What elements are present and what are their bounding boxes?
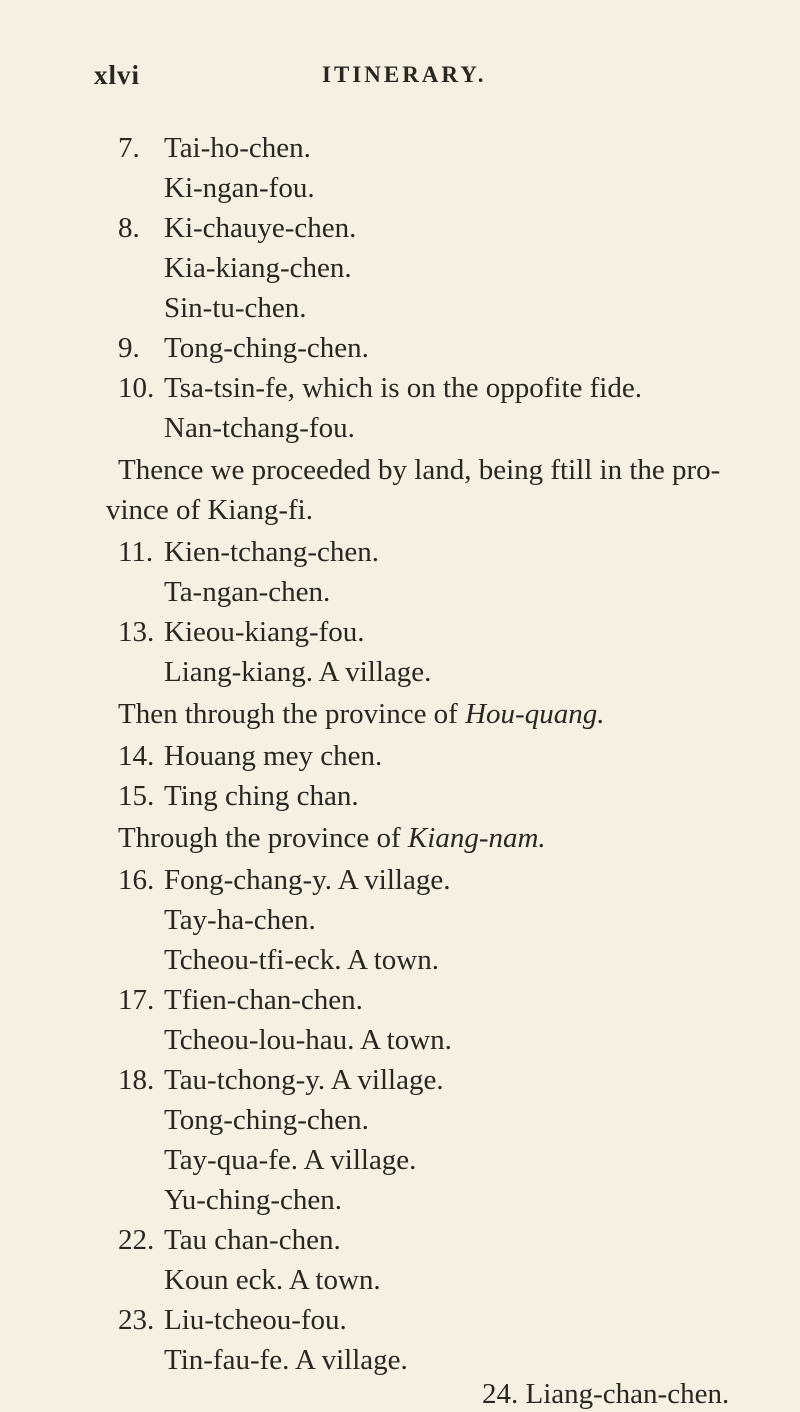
itinerary-entry: Tay-qua-fe. A village.	[164, 1144, 417, 1176]
itinerary-entry: 17. Tfien-chan-chen.	[118, 984, 363, 1016]
running-head: ITINERARY.	[322, 62, 487, 87]
itinerary-entry: Nan-tchang-fou.	[164, 412, 355, 444]
itinerary-entry: 10. Tsa-tsin-fe, which is on the oppofite fide.	[118, 372, 642, 404]
itinerary-entry: 22. Tau chan-chen.	[118, 1224, 341, 1256]
province-name: Hou-quang.	[465, 698, 605, 730]
itinerary-entry: 18. Tau-tchong-y. A village.	[118, 1064, 444, 1096]
itinerary-entry: 8. Ki-chauye-chen.	[118, 212, 357, 244]
page-header	[94, 60, 714, 100]
narrative-line: vince of Kiang-fi.	[106, 494, 313, 526]
narrative-line: Through the province of Kiang-nam.	[118, 822, 546, 854]
itinerary-entry: Tcheou-lou-hau. A town.	[164, 1024, 452, 1056]
itinerary-entry: Kia-kiang-chen.	[164, 252, 352, 284]
itinerary-entry: Tcheou-tfi-eck. A town.	[164, 944, 440, 976]
itinerary-entry: Ta-ngan-chen.	[164, 576, 331, 608]
itinerary-entry: Tin-fau-fe. A village.	[164, 1344, 408, 1376]
narrative-line: Thence we proceeded by land, being ftill in the pro-	[118, 454, 721, 486]
itinerary-entry: Koun eck. A town.	[164, 1264, 381, 1296]
itinerary-entry: Liang-kiang. A village.	[164, 656, 432, 688]
itinerary-entry: 23. Liu-tcheou-fou.	[118, 1304, 347, 1336]
itinerary-entry: 15. Ting ching chan.	[118, 780, 359, 812]
itinerary-entry: 14. Houang mey chen.	[118, 740, 383, 772]
itinerary-entry: Sin-tu-chen.	[164, 292, 307, 324]
itinerary-entry: 9. Tong-ching-chen.	[118, 332, 369, 364]
itinerary-entry: 16. Fong-chang-y. A village.	[118, 864, 451, 896]
itinerary-entry: Ki-ngan-fou.	[164, 172, 315, 204]
itinerary-entry: 11. Kien-tchang-chen.	[118, 536, 379, 568]
itinerary-entry: 13. Kieou-kiang-fou.	[118, 616, 365, 648]
catchword-line: 24. Liang-chan-chen.	[482, 1378, 730, 1410]
itinerary-entry: 7. Tai-ho-chen.	[118, 132, 311, 164]
page-number: xlvi	[94, 60, 141, 90]
narrative-line: Then through the province of Hou-quang.	[118, 698, 605, 730]
itinerary-entry: Tay-ha-chen.	[164, 904, 316, 936]
itinerary-entry: Yu-ching-chen.	[164, 1184, 342, 1216]
province-name: Kiang-nam.	[407, 822, 546, 854]
itinerary-entry: Tong-ching-chen.	[164, 1104, 369, 1136]
